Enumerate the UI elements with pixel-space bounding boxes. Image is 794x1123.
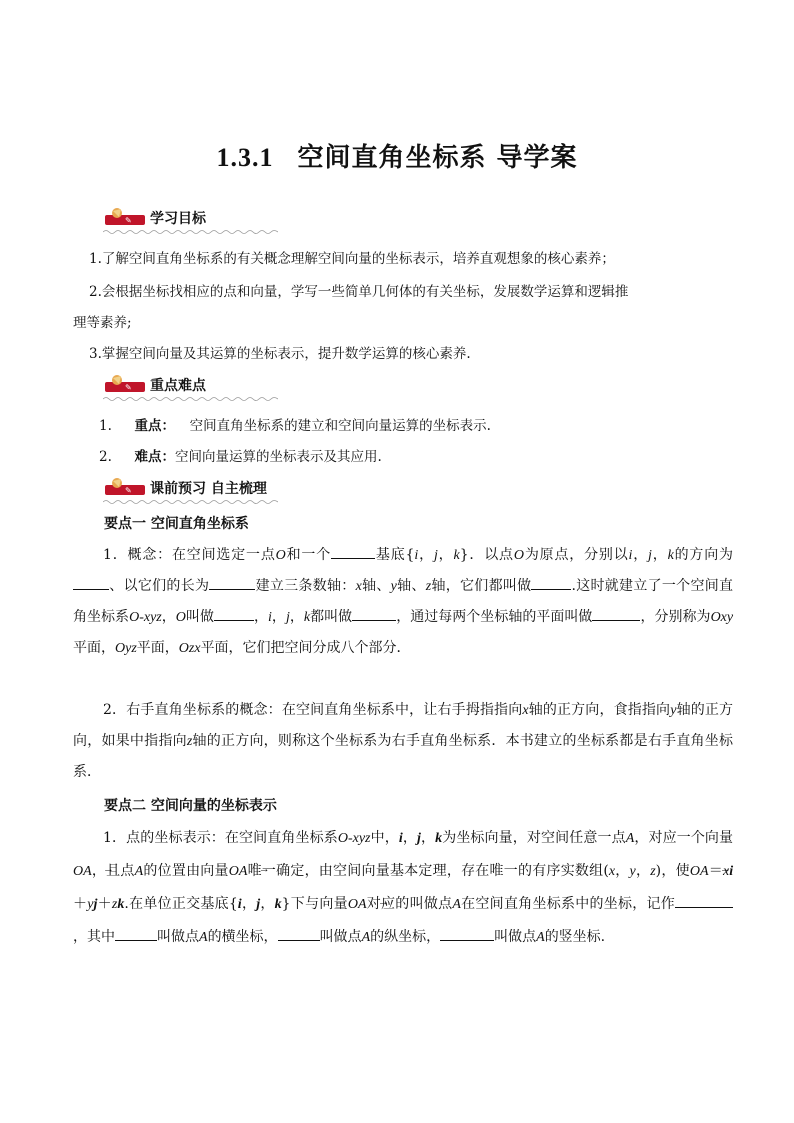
goal-2-cont: 理等素养;	[73, 315, 132, 331]
wavy-underline	[103, 229, 278, 235]
fill-blank[interactable]	[331, 544, 375, 559]
point2-heading: 要点二 空间向量的坐标表示	[104, 798, 277, 814]
section-badge-icon	[103, 374, 147, 396]
fill-blank[interactable]	[352, 606, 396, 621]
svg-text:✎: ✎	[125, 216, 132, 225]
point2-paragraph: 1．点的坐标表示：在空间直角坐标系O-xyz中，i，j，k为坐标向量，对空间任意一点A，对应一个向量→ OA，且点A的位置由向量→ OA唯一确定，由空间向量基本定理，存在唯一的有序实数组(x，y，z)，使→ OA＝xi＋yj＋zk.在单位正交基底{i，j，k}下与向量→ OA对应的叫做点A在空间直角坐标系中的坐标，记作，其中 叫做点A的横坐标， 叫做点A的纵坐标， 叫做点A的竖坐标.	[73, 822, 733, 954]
fill-blank[interactable]	[675, 893, 733, 908]
point1-paragraph2: 2．右手直角坐标系的概念：在空间直角坐标系中，让右手拇指指向x轴的正方向，食指指向y轴的正方向，如果中指指向z轴的正方向，则称这个坐标系为右手直角坐标系．本书建立的坐标系都是右手直角坐标系．	[73, 702, 734, 780]
fill-blank[interactable]	[209, 575, 255, 590]
section-header-goals: ✎ 学习目标	[103, 205, 206, 231]
wavy-underline	[103, 396, 278, 402]
section-header-key: ✎ 重点难点	[103, 372, 206, 398]
goal-3: 3.掌握空间向量及其运算的坐标表示，提升数学运算的核心素养.	[89, 346, 471, 362]
fill-blank[interactable]	[440, 926, 494, 941]
key-point-2: 2. 难点：空间向量运算的坐标表示及其应用.	[99, 449, 382, 465]
point1-heading: 要点一 空间直角坐标系	[104, 516, 249, 532]
fill-blank[interactable]	[278, 926, 320, 941]
fill-blank[interactable]	[115, 926, 157, 941]
section-badge-icon	[103, 477, 147, 499]
goal-2: 2.会根据坐标找相应的点和向量，学写一些简单几何体的有关坐标，发展数学运算和逻辑推	[89, 284, 629, 300]
point1-paragraph1: 1．概念：在空间选定一点O和一个 基底{i，j，k}．以点O为原点，分别以i，j，k的方向为、以它们的长为 建立三条数轴：x轴、y轴、z轴，它们都叫做 .这时就建立了一个空间直角坐标系O-xyz，O叫做 ，i，j，k都叫做 ，通过每两个坐标轴的平面叫做 ，分别称为Oxy平面，Oyz平面，Ozx平面，它们把空间分成八个部分．	[73, 540, 733, 664]
page-title: 1.3.1 空间直角坐标系 导学案	[216, 143, 578, 173]
section-header-preview: ✎ 课前预习 自主梳理	[103, 475, 267, 501]
wavy-underline	[103, 499, 278, 505]
svg-text:✎: ✎	[125, 383, 132, 392]
goal-1: 1.了解空间直角坐标系的有关概念理解空间向量的坐标表示，培养直观想象的核心素养；	[89, 251, 615, 267]
key-point-1: 1. 重点： 空间直角坐标系的建立和空间向量运算的坐标表示.	[99, 418, 491, 434]
fill-blank[interactable]	[592, 606, 640, 621]
svg-text:✎: ✎	[125, 486, 132, 495]
fill-blank[interactable]	[214, 606, 254, 621]
section-badge-icon	[103, 207, 147, 229]
fill-blank[interactable]	[531, 575, 571, 590]
fill-blank[interactable]	[73, 575, 109, 590]
